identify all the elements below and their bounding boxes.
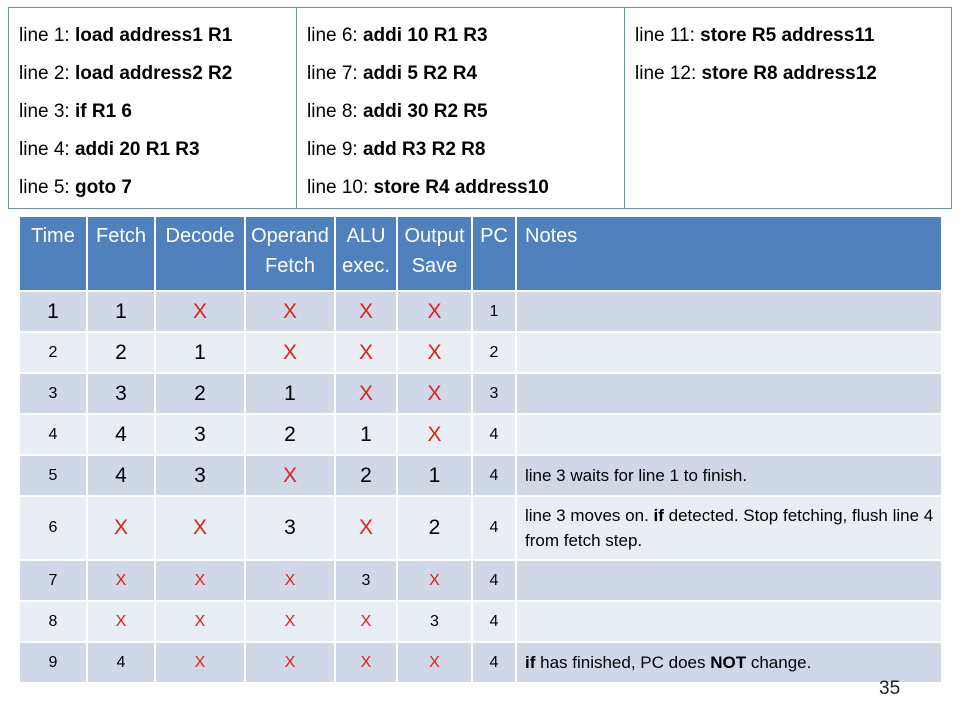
cell-output: X [397, 291, 472, 332]
instruction-line-label: line 10: [307, 177, 374, 198]
table-row [19, 455, 942, 496]
header-output-save: Output Save [397, 216, 472, 291]
cell-operand: X [245, 291, 335, 332]
cell-time: 9 [19, 642, 87, 683]
cell-operand: X [245, 560, 335, 601]
instruction-line-label: line 12: [635, 63, 702, 84]
cell-pc: 4 [472, 496, 516, 560]
table-body [19, 291, 942, 683]
instruction-text: goto 7 [74, 177, 132, 198]
cell-notes [516, 414, 942, 455]
cell-pc: 4 [472, 560, 516, 601]
cell-alu: X [335, 601, 397, 642]
cell-time: 6 [19, 496, 87, 560]
header-notes: Notes [516, 216, 942, 291]
instruction-text: addi 20 R1 R3 [74, 139, 200, 160]
pipeline-table [18, 215, 943, 684]
cell-notes [516, 455, 942, 496]
slide-number: 35 [879, 678, 901, 699]
instruction-line-label: line 8: [307, 101, 363, 122]
table-row [19, 496, 942, 560]
instruction-line [307, 17, 624, 55]
instruction-text: add R3 R2 R8 [362, 139, 486, 160]
header-operand-fetch: Operand Fetch [245, 216, 335, 291]
instruction-line-label: line 6: [307, 25, 363, 46]
cell-decode: 3 [155, 414, 245, 455]
cell-pc: 4 [472, 414, 516, 455]
cell-fetch: 4 [87, 642, 155, 683]
cell-fetch: X [87, 601, 155, 642]
cell-alu: 2 [335, 455, 397, 496]
cell-fetch: X [87, 560, 155, 601]
cell-decode: X [155, 642, 245, 683]
cell-output: X [397, 642, 472, 683]
instruction-line-label: line 2: [19, 63, 75, 84]
cell-output: 2 [397, 496, 472, 560]
instruction-text: addi 30 R2 R5 [362, 101, 488, 122]
table-row [19, 601, 942, 642]
cell-fetch: 4 [87, 414, 155, 455]
cell-pc: 4 [472, 455, 516, 496]
instruction-line [635, 17, 951, 55]
cell-pc: 4 [472, 601, 516, 642]
cell-time: 4 [19, 414, 87, 455]
instruction-text: store R4 address10 [373, 177, 549, 198]
cell-output: X [397, 414, 472, 455]
table-row [19, 291, 942, 332]
cell-notes [516, 601, 942, 642]
cell-alu: X [335, 373, 397, 414]
instruction-text: addi 10 R1 R3 [362, 25, 488, 46]
instruction-line-label: line 7: [307, 63, 363, 84]
cell-operand: X [245, 601, 335, 642]
instruction-line-label: line 11: [635, 25, 701, 46]
cell-notes [516, 291, 942, 332]
note-segment: NOT [710, 653, 747, 672]
cell-decode: 2 [155, 373, 245, 414]
cell-alu: X [335, 332, 397, 373]
note-segment: detected. Stop fetching, flush line 4 from fetch step. [525, 506, 934, 550]
cell-time: 1 [19, 291, 87, 332]
note-segment: line 3 moves on. [525, 506, 654, 525]
table-row [19, 642, 942, 683]
instruction-text: if R1 6 [74, 101, 133, 122]
instruction-line-label: line 1: [19, 25, 75, 46]
cell-operand: X [245, 332, 335, 373]
instruction-listing [8, 7, 952, 209]
cell-output: 3 [397, 601, 472, 642]
instruction-column-2 [297, 8, 625, 208]
instruction-line [635, 55, 951, 93]
cell-fetch: 1 [87, 291, 155, 332]
table-row [19, 560, 942, 601]
cell-decode: X [155, 291, 245, 332]
cell-time: 5 [19, 455, 87, 496]
instruction-column-3 [625, 8, 951, 208]
cell-notes [516, 642, 942, 683]
cell-notes [516, 560, 942, 601]
cell-decode: X [155, 601, 245, 642]
cell-output: X [397, 560, 472, 601]
instruction-line [307, 55, 624, 93]
cell-notes [516, 373, 942, 414]
cell-output: 1 [397, 455, 472, 496]
cell-fetch: X [87, 496, 155, 560]
cell-alu: 3 [335, 560, 397, 601]
instruction-line [307, 93, 624, 131]
header-alu-exec: ALU exec. [335, 216, 397, 291]
cell-alu: X [335, 496, 397, 560]
cell-time: 8 [19, 601, 87, 642]
table-header-row [19, 216, 942, 291]
cell-decode: X [155, 560, 245, 601]
instruction-line-label: line 4: [19, 139, 75, 160]
instruction-text: load address1 R1 [74, 25, 233, 46]
cell-notes [516, 496, 942, 560]
header-fetch: Fetch [87, 216, 155, 291]
cell-operand: X [245, 642, 335, 683]
header-time: Time [19, 216, 87, 291]
cell-fetch: 2 [87, 332, 155, 373]
cell-pc: 1 [472, 291, 516, 332]
instruction-text: load address2 R2 [74, 63, 233, 84]
header-pc: PC [472, 216, 516, 291]
cell-time: 3 [19, 373, 87, 414]
cell-output: X [397, 373, 472, 414]
cell-alu: X [335, 642, 397, 683]
instruction-line [19, 55, 296, 93]
instruction-text: store R8 address12 [701, 63, 877, 84]
cell-notes [516, 332, 942, 373]
cell-fetch: 3 [87, 373, 155, 414]
cell-output: X [397, 332, 472, 373]
cell-time: 7 [19, 560, 87, 601]
instruction-line [19, 93, 296, 131]
cell-alu: X [335, 291, 397, 332]
cell-operand: 2 [245, 414, 335, 455]
table-row [19, 414, 942, 455]
cell-decode: 3 [155, 455, 245, 496]
instruction-line [19, 131, 296, 169]
cell-pc: 4 [472, 642, 516, 683]
note-segment: change. [746, 653, 812, 672]
table-row [19, 332, 942, 373]
instruction-line [307, 169, 624, 207]
instruction-line-label: line 5: [19, 177, 75, 198]
note-segment: has finished, PC does [535, 653, 711, 672]
instruction-line [19, 169, 296, 207]
instruction-line [19, 17, 296, 55]
note-segment: if [525, 653, 536, 672]
note-segment: line 3 waits for line 1 to finish. [525, 466, 748, 485]
cell-decode: X [155, 496, 245, 560]
cell-operand: 3 [245, 496, 335, 560]
instruction-text: store R5 address11 [700, 25, 875, 46]
header-decode: Decode [155, 216, 245, 291]
cell-operand: 1 [245, 373, 335, 414]
cell-alu: 1 [335, 414, 397, 455]
table-row [19, 373, 942, 414]
instruction-line-label: line 9: [307, 139, 363, 160]
instruction-column-1 [9, 8, 297, 208]
cell-pc: 2 [472, 332, 516, 373]
cell-fetch: 4 [87, 455, 155, 496]
cell-operand: X [245, 455, 335, 496]
instruction-text: addi 5 R2 R4 [362, 63, 478, 84]
instruction-line-label: line 3: [19, 101, 75, 122]
instruction-line [307, 131, 624, 169]
note-segment: if [653, 506, 664, 525]
cell-time: 2 [19, 332, 87, 373]
cell-decode: 1 [155, 332, 245, 373]
cell-pc: 3 [472, 373, 516, 414]
